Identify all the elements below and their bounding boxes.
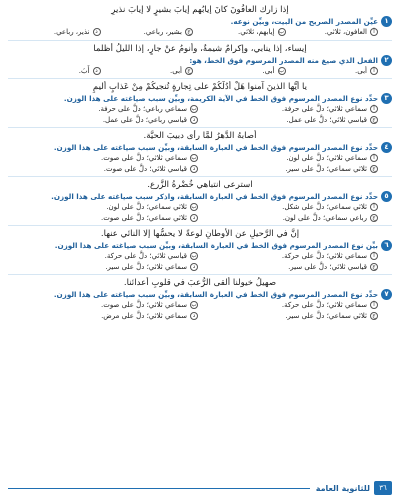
question-6 xyxy=(8,228,392,272)
option-text: ثلاثي سماعي؛ دلَّ على صوت. xyxy=(101,213,187,222)
option-a[interactable] xyxy=(208,251,378,262)
question-6-options xyxy=(8,251,392,272)
option-text: سماعي ثلاثي؛ دلَّ على حركة. xyxy=(281,301,367,309)
option-letter: ج xyxy=(370,263,378,271)
question-1-number: ١ xyxy=(381,16,392,27)
question-3-options xyxy=(8,104,392,125)
option-b[interactable] xyxy=(28,251,198,262)
option-b[interactable] xyxy=(28,153,198,164)
question-3-prompt-row xyxy=(8,93,392,104)
question-7-text: حدِّد نوع المصدر المرسوم فوق الخط في العبارة السابقة، وبيِّن سبب صياغته على هذا الوزن. xyxy=(53,290,378,299)
option-letter: ب xyxy=(191,204,197,211)
question-5-number: ٥ xyxy=(381,191,392,202)
option-letter: ب xyxy=(191,155,197,162)
divider xyxy=(8,274,392,275)
divider xyxy=(8,225,392,226)
option-letter: ب xyxy=(191,253,197,260)
question-7-number: ٧ xyxy=(381,289,392,300)
option-text: ثلاثي سماعي؛ دلَّ على سير. xyxy=(285,311,367,320)
option-a[interactable] xyxy=(208,202,378,213)
option-letter: أ xyxy=(370,203,378,211)
option-letter: ب xyxy=(191,302,197,309)
option-letter: ب xyxy=(278,67,285,74)
option-text: سماعي رباعي؛ دلَّ على حرفة. xyxy=(98,105,187,113)
question-6-text: بيِّن نوع المصدر المرسوم فوق الخط في العبارة السابقة، وبيِّن سبب صياغته على هذا الوزن. xyxy=(54,241,378,250)
question-5-options xyxy=(8,202,392,223)
option-letter: ج xyxy=(370,116,378,124)
footer-title: للثانوية العامة xyxy=(315,483,370,493)
option-text: العافون، ثلاثي. xyxy=(324,28,367,36)
question-7-prompt-row xyxy=(8,289,392,300)
question-7-stem: صهيلُ خيولنا ألقى الرُّعبَ في قلوبِ أعدائنا. xyxy=(123,278,277,288)
question-4-stem: أصابهُ الدَّهرُ لمَّا رأى دبيبَ الحيَّة. xyxy=(143,131,257,141)
option-letter: ج xyxy=(185,67,193,75)
option-text: أبى. xyxy=(355,66,367,75)
option-text: قياسي رباعي؛ دلَّ على عمل. xyxy=(102,115,187,124)
option-letter: ج xyxy=(370,214,378,222)
option-b[interactable] xyxy=(203,66,286,77)
option-text: نذير، رباعي. xyxy=(53,28,90,36)
option-letter: ب xyxy=(278,29,285,36)
question-2-prompt-row xyxy=(8,55,392,66)
option-text: أبى. xyxy=(170,66,182,75)
option-a[interactable] xyxy=(296,66,379,77)
option-c[interactable] xyxy=(208,262,378,273)
question-1-text: عيِّن المصدر الصريح من البيت، وبيِّن نوعه. xyxy=(230,17,378,26)
question-3-number: ٣ xyxy=(381,93,392,104)
question-1-prompt-row xyxy=(8,16,392,27)
option-d[interactable] xyxy=(28,164,198,175)
option-letter: ج xyxy=(370,165,378,173)
option-letter: د xyxy=(190,165,198,173)
option-c[interactable] xyxy=(111,27,194,38)
question-6-stem: إنَّ في الرَّحيلِ عن الأوطانِ لوعةً لا يحسُّها إلا النائي عنها. xyxy=(100,229,300,239)
option-text: سماعي ثلاثي؛ دلَّ على مرض. xyxy=(101,311,187,320)
divider xyxy=(8,40,392,41)
question-2-number: ٢ xyxy=(381,55,392,66)
option-letter: أ xyxy=(370,252,378,260)
option-text: رباعي سماعي؛ دلَّ على لون. xyxy=(282,213,367,222)
option-text: قياسي ثلاثي؛ دلَّ على صوت. xyxy=(103,164,187,173)
question-6-number: ٦ xyxy=(381,240,392,251)
footer-rule xyxy=(8,488,310,489)
option-letter: ج xyxy=(185,28,193,36)
option-b[interactable] xyxy=(28,104,198,115)
option-letter: ج xyxy=(370,312,378,320)
option-text: قياسي ثلاثي؛ دلَّ على سير. xyxy=(288,262,367,271)
option-text: سماعي ثلاثي؛ دلَّ على صوت. xyxy=(101,154,187,162)
question-7 xyxy=(8,277,392,321)
option-letter: أ xyxy=(370,28,378,36)
option-c[interactable] xyxy=(208,164,378,175)
option-text: ثلاثي سماعي؛ دلَّ على سير. xyxy=(285,164,367,173)
option-text: سماعي ثلاثي؛ دلَّ على لون. xyxy=(286,154,367,162)
option-text: ثلاثي سماعي؛ دلَّ على لون. xyxy=(106,203,187,211)
question-7-options xyxy=(8,300,392,321)
option-text: بشير، رباعي. xyxy=(143,28,182,36)
option-d[interactable] xyxy=(18,27,101,38)
option-c[interactable] xyxy=(208,115,378,126)
option-letter: د xyxy=(190,214,198,222)
question-4 xyxy=(8,130,392,174)
option-letter: أ xyxy=(370,301,378,309)
question-4-prompt-row xyxy=(8,142,392,153)
option-text: أبى. xyxy=(262,66,275,75)
question-2-options xyxy=(8,66,392,77)
question-5 xyxy=(8,179,392,223)
question-1 xyxy=(8,4,392,38)
option-text: سماعي ثلاثي؛ دلَّ على سير. xyxy=(105,262,187,271)
option-d[interactable] xyxy=(28,115,198,126)
option-a[interactable] xyxy=(208,153,378,164)
option-letter: أ xyxy=(370,105,378,113)
option-text: سماعي ثلاثي؛ دلَّ على حرفة. xyxy=(281,105,367,113)
question-2-stem: إيساء، إذا ينابي، وإكرامٌ شيمةٌ، وأنومُ عنْ جارٍ، إذا الليلُ أظلما xyxy=(93,43,307,54)
option-d[interactable] xyxy=(28,213,198,224)
question-2 xyxy=(8,43,392,77)
option-d[interactable] xyxy=(28,262,198,273)
option-b[interactable] xyxy=(28,300,198,311)
option-c[interactable] xyxy=(208,213,378,224)
option-letter: د xyxy=(93,67,101,75)
option-a[interactable] xyxy=(208,104,378,115)
option-text: أَبَ. xyxy=(78,66,90,75)
question-5-stem: استرعى انتباهي خُضْرةُ الزَّرع. xyxy=(147,180,253,190)
question-3 xyxy=(8,81,392,125)
option-c[interactable] xyxy=(111,66,194,77)
question-4-text: حدِّد نوع المصدر المرسوم فوق الخط في العبارة السابقة، وبيِّن سبب صياغته على هذا الوزن. xyxy=(53,143,378,152)
question-2-text: الفعل الذي صيغ منه المصدر المرسوم فوق الخط، هو: xyxy=(189,55,378,65)
option-b[interactable] xyxy=(203,27,286,38)
option-b[interactable] xyxy=(28,202,198,213)
option-d[interactable] xyxy=(18,66,101,77)
option-letter: د xyxy=(190,312,198,320)
page-number: ٣٦ xyxy=(374,481,392,495)
option-text: قياسي ثلاثي؛ دلَّ على حركة. xyxy=(104,252,187,260)
option-letter: د xyxy=(93,28,101,36)
option-a[interactable] xyxy=(296,27,379,38)
question-5-prompt-row xyxy=(8,191,392,202)
option-c[interactable] xyxy=(208,311,378,322)
divider xyxy=(8,78,392,79)
option-letter: د xyxy=(190,263,198,271)
option-text: قياسي ثلاثي؛ دلَّ على عمل. xyxy=(286,115,367,124)
option-text: سماعي ثلاثي؛ دلَّ على حركة. xyxy=(281,252,367,260)
option-a[interactable] xyxy=(208,300,378,311)
option-d[interactable] xyxy=(28,311,198,322)
question-4-number: ٤ xyxy=(381,142,392,153)
option-letter: أ xyxy=(370,154,378,162)
question-5-text: حدِّد نوع المصدر المرسوم فوق الخط في العبارة السابقة، واذكر سبب صياغته على هذا الوزن. xyxy=(51,192,378,201)
divider xyxy=(8,127,392,128)
option-letter: ب xyxy=(191,106,197,113)
option-text: ثلاثي سماعي؛ دلَّ على شكل. xyxy=(282,203,367,211)
option-letter: أ xyxy=(370,67,378,75)
question-1-options xyxy=(8,27,392,38)
question-4-options xyxy=(8,153,392,174)
divider xyxy=(8,176,392,177)
page-footer xyxy=(8,480,392,496)
question-6-prompt-row xyxy=(8,240,392,251)
option-letter: د xyxy=(190,116,198,124)
option-text: سماعي ثلاثي؛ دلَّ على صوت. xyxy=(101,301,187,309)
question-3-stem: يا أيُّها الذينَ آمنوا هَلْ أدُلُّكُمْ على تِجارةٍ تُنجيكُمْ مِنْ عَذابٍ أليمٍ xyxy=(92,82,308,92)
question-3-text: حدِّد نوع المصدر المرسوم فوق الخط في الآية الكريمة، وبيِّن سبب صياغته على هذا الوزن. xyxy=(63,94,378,103)
question-1-stem: إذا زارك العافُونَ كانَ إيابُهم إيابَ بشيرٍ لا إيابَ نذيرِ xyxy=(111,5,289,15)
option-text: إيابهم، ثلاثي. xyxy=(238,28,275,36)
